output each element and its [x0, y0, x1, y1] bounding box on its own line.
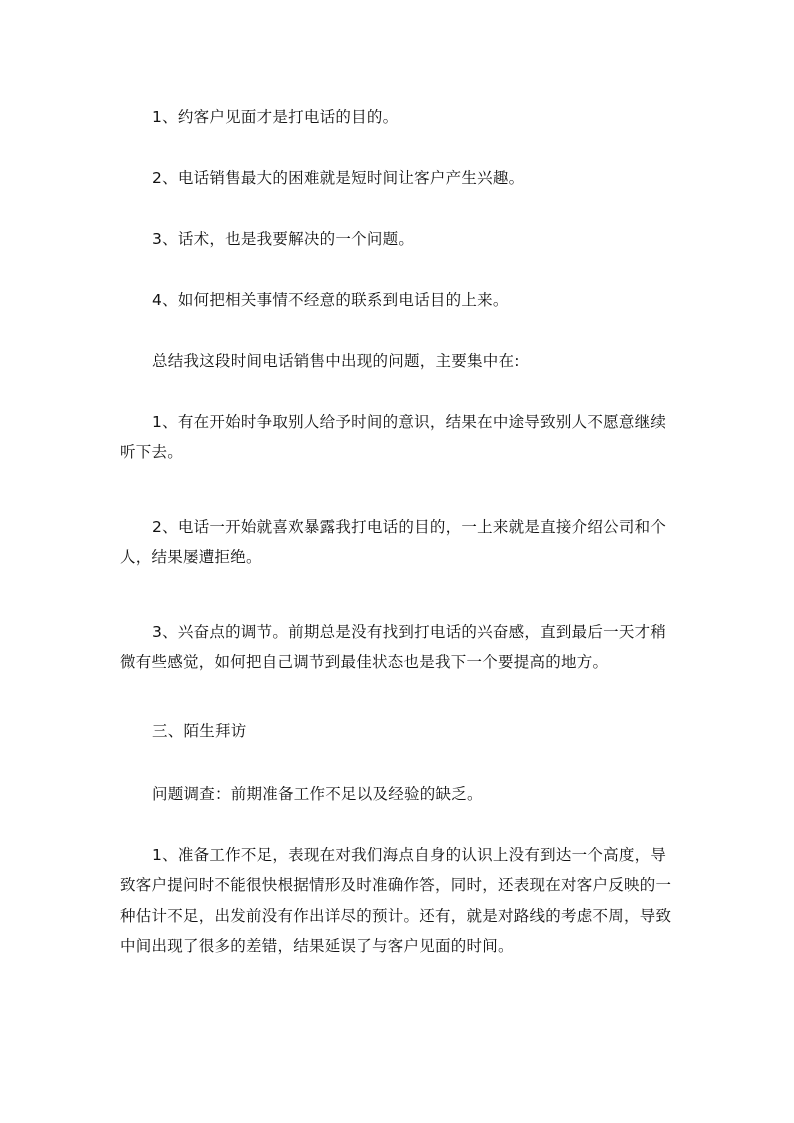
summary-heading: 总结我这段时间电话销售中出现的问题，主要集中在:: [152, 352, 520, 370]
paragraph-3: 3、话术，也是我要解决的一个问题。: [152, 230, 415, 248]
paragraph-issue-2: 2、电话一开始就喜欢暴露我打电话的目的，一上来就是直接介绍公司和个人，结果屡遭拒绝。: [120, 518, 667, 567]
paragraph-4: 4、如何把相关事情不经意的联系到电话目的上来。: [152, 291, 509, 309]
paragraph-issue-1: 1、有在开始时争取别人给予时间的意识，结果在中途导致别人不愿意继续听下去。: [120, 413, 667, 462]
paragraph-preparation: 1、准备工作不足，表现在对我们海点自身的认识上没有到达一个高度，导致客户提问时不能很快根据情形及时准确作答，同时，还表现在对客户反映的一种估计不足，出发前没有作出详尽的预计。还有，就是对路线的考虑不周，导致中间出现了很多的差错，结果延误了与客户见面的时间。: [120, 846, 672, 956]
section-heading: 三、陌生拜访: [152, 722, 247, 740]
paragraph-2: 2、电话销售最大的困难就是短时间让客户产生兴趣。: [152, 169, 525, 187]
problem-survey: 问题调查：前期准备工作不足以及经验的缺乏。: [152, 785, 483, 803]
paragraph-1: 1、约客户见面才是打电话的目的。: [152, 108, 399, 126]
paragraph-issue-3: 3、兴奋点的调节。前期总是没有找到打电话的兴奋感，直到最后一天才稍微有些感觉，如何把自己调节到最佳状态也是我下一个要提高的地方。: [120, 623, 667, 672]
